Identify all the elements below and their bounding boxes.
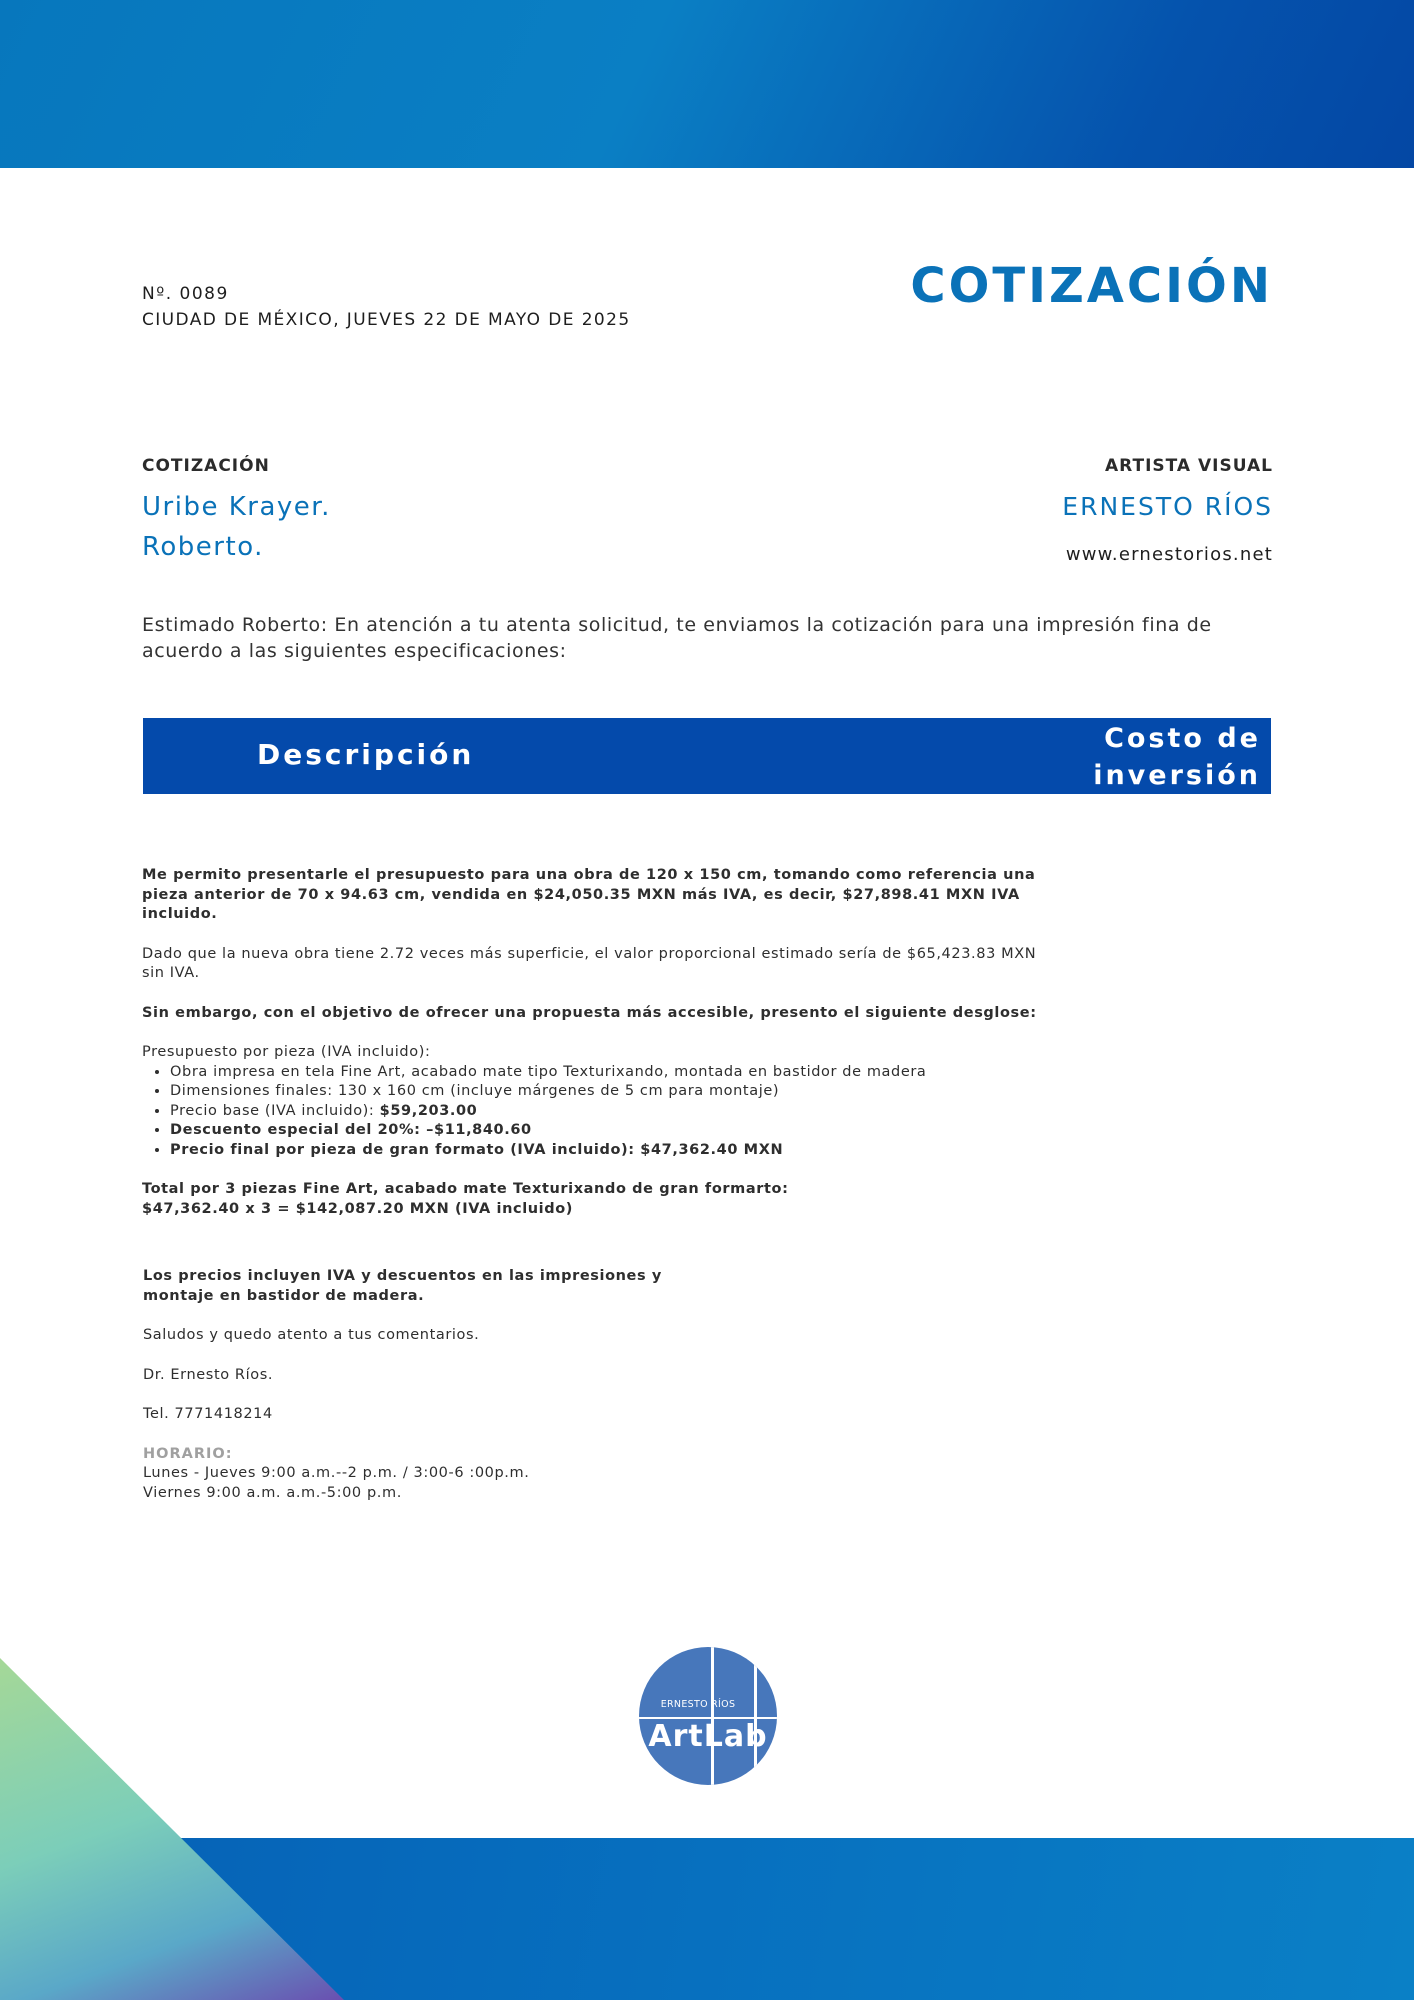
- total-line-1: Total por 3 piezas Fine Art, acabado mate Texturixando de gran formarto:: [142, 1181, 789, 1197]
- body-paragraph-proportional: Dado que la nueva obra tiene 2.72 veces más superficie, el valor proporcional estimado sería de $65,423.83 MXN sin IVA.: [142, 945, 1037, 981]
- greeting: Saludos y quedo atento a tus comentarios.: [143, 1327, 480, 1343]
- list-item: [170, 1102, 1042, 1122]
- budget-list: [142, 1063, 1042, 1161]
- artist-name: ERNESTO RÍOS: [1062, 492, 1273, 521]
- list-item: • Obra impresa en tela Fine Art, acabado mate tipo Texturixando, montada en bastidor de madera: [170, 1063, 1042, 1083]
- budget-list-title: Presupuesto por pieza (IVA incluido):: [142, 1044, 431, 1060]
- phone: Tel. 7771418214: [143, 1406, 273, 1422]
- closing-block: [143, 1267, 843, 1503]
- price-note-line2: montaje en bastidor de madera.: [143, 1287, 425, 1304]
- schedule-line2: Viernes 9:00 a.m. a.m.-5:00 p.m.: [143, 1484, 402, 1501]
- schedule-label: HORARIO:: [143, 1445, 233, 1462]
- logo-big-text: ArtLab: [648, 1719, 768, 1754]
- total-line-2: $47,362.40 x 3 = $142,087.20 MXN (IVA incluido): [142, 1200, 574, 1217]
- page-title: COTIZACIÓN: [910, 258, 1273, 314]
- base-price-label: Precio base (IVA incluido):: [170, 1102, 380, 1119]
- logo-line: [711, 1647, 714, 1785]
- artlab-logo: [639, 1647, 777, 1785]
- column-header-cost-line1: Costo de: [1104, 723, 1261, 754]
- list-item: • Precio final por pieza de gran formato (IVA incluido): $47,362.40 MXN: [170, 1141, 1042, 1161]
- logo-small-text: ERNESTO RÍOS: [660, 1699, 736, 1710]
- client-label: COTIZACIÓN: [142, 456, 270, 476]
- intro-paragraph: Estimado Roberto: En atención a tu atenta solicitud, te enviamos la cotización para una impresión fina de acuerdo a las siguientes especificaciones:: [142, 614, 1212, 662]
- client-first-name: Roberto.: [142, 532, 264, 562]
- top-decorative-band: [0, 0, 1414, 168]
- column-header-description: Descripción: [257, 738, 475, 771]
- budget-list-block: [142, 1043, 1042, 1160]
- column-header-cost: [1093, 720, 1261, 794]
- signature: Dr. Ernesto Ríos.: [143, 1366, 274, 1383]
- schedule-line1: Lunes - Jueves 9:00 a.m.--2 p.m. / 3:00-6 :00p.m.: [143, 1465, 530, 1481]
- list-item: • Descuento especial del 20%: –$11,840.60: [170, 1121, 1042, 1141]
- quote-date: CIUDAD DE MÉXICO, JUEVES 22 DE MAYO DE 2025: [142, 310, 631, 330]
- artist-website[interactable]: www.ernestorios.net: [1065, 544, 1273, 565]
- body-paragraph-breakdown-intro: Sin embargo, con el objetivo de ofrecer una propuesta más accesible, presento el siguiente desglose:: [142, 1004, 1037, 1021]
- column-header-cost-line2: inversión: [1093, 760, 1261, 791]
- quote-number: Nº. 0089: [142, 284, 229, 304]
- list-item: • Dimensiones finales: 130 x 160 cm (incluye márgenes de 5 cm para montaje): [170, 1082, 1042, 1102]
- base-price-value: $59,203.00: [379, 1102, 478, 1119]
- body-paragraph-reference: Me permito presentarle el presupuesto para una obra de 120 x 150 cm, tomando como referencia una pieza anterior de 70 x 94.63 cm, vendida en $24,050.35 MXN más IVA, es decir, $27,898.41 MXN IVA incluido.: [142, 867, 1036, 922]
- artist-label: ARTISTA VISUAL: [1105, 456, 1273, 476]
- price-note-line1: Los precios incluyen IVA y descuentos en las impresiones y: [143, 1268, 662, 1284]
- client-last-name: Uribe Krayer.: [142, 492, 331, 522]
- table-header: [143, 718, 1271, 794]
- price-note: [143, 1267, 843, 1306]
- quote-body: [142, 866, 1042, 1219]
